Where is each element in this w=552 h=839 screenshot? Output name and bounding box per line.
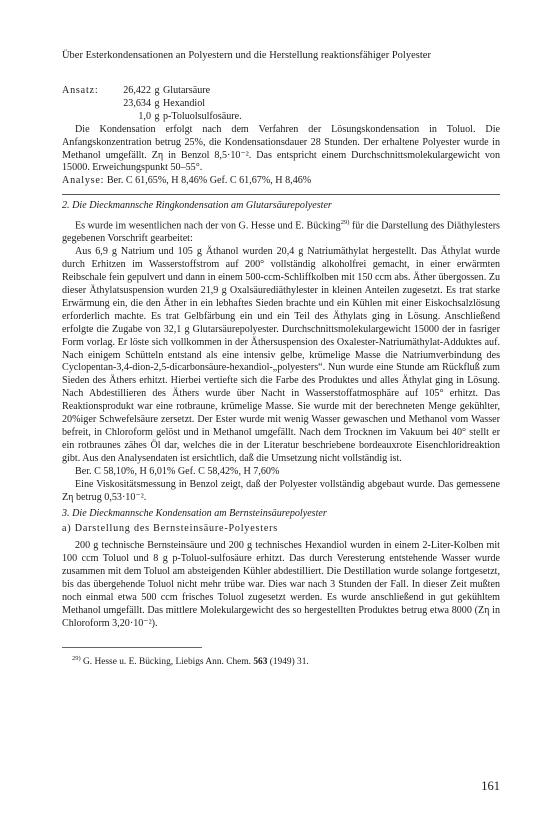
ansatz-substance: Hexandiol xyxy=(163,97,206,109)
ansatz-substance: Glutarsäure xyxy=(163,85,211,96)
analyse-line xyxy=(62,175,500,188)
paragraph-kondensation: Die Kondensation erfolgt nach dem Verfahren der Lösungskondensation in Toluol. Die Anfangskonzentration betrug 25%, die Kondensationsdauer 28 Stunden. Der erhaltene Polyester wurde in Methanol umgefällt. Zη in Benzol 8,5·10⁻². Das entspricht einem Durchschnittsmolekulargewicht von 15000. Erweichungspunkt 50–55°. xyxy=(62,123,500,174)
analyse-label: Analyse: xyxy=(62,175,105,187)
page-number: 161 xyxy=(481,779,500,793)
footnote-marker: 29) xyxy=(72,654,81,662)
ansatz-unit: g xyxy=(154,110,160,122)
footnote-reference: 29) xyxy=(340,219,350,227)
paragraph-text: für die Darstellung des Diäthylesters gegebenen Vorschrift gearbeitet: xyxy=(62,220,500,245)
ansatz-label: Ansatz: xyxy=(62,85,99,96)
section-heading-3: 3. Die Dieckmannsche Kondensation am Bernsteinsäurepolyester xyxy=(62,508,327,520)
analyse-line-2: Ber. C 58,10%, H 6,01% Gef. C 58,42%, H 7,60% xyxy=(75,465,280,477)
analyse-values: Ber. C 61,65%, H 8,46% Gef. C 61,67%, H 8,46% xyxy=(106,175,312,187)
footnote-volume: 563 xyxy=(253,656,268,667)
body-text xyxy=(62,85,500,668)
ansatz-unit: g xyxy=(154,97,160,109)
paragraph-hesse-buecking xyxy=(62,217,500,246)
paragraph-bernstein: 200 g technische Bernsteinsäure und 200 g technisches Hexandiol wurden in einem 2-Liter-Kolben mit 100 ccm Toluol und 8 g p-Toluol-sulfosäure erhitzt. Das durch Veresterung entstehende Wasser wurde zusammen mit dem Toluol am absteigenden Kühler abdestilliert. Die Destillation wurde solange fortgesetzt, bis das übergehende Toluol nicht mehr trübe war. Dies war nach 3 Stunden der Fall. In dieser Zeit mußten noch einmal etwa 500 ccm frisches Toluol zugesetzt werden. Es wurde anschließend in gut gekühltem Methanol umgefällt. Das mittlere Molekulargewicht des so hergestellten Produktes betrug etwa 8000 (Zη in Chloroform 3,20·10⁻²). xyxy=(62,540,500,629)
section-divider xyxy=(62,194,500,195)
ansatz-block xyxy=(62,85,500,124)
ansatz-amount: 1,0 xyxy=(138,110,151,122)
section-heading-2: 2. Die Dieckmannsche Ringkondensation am Glutarsäurepolyester xyxy=(62,200,332,212)
footnote xyxy=(62,653,500,668)
paragraph-text: Es wurde im wesentlichen nach der von G. Hesse und E. Bücking xyxy=(75,220,341,232)
page xyxy=(62,50,500,668)
footnote-text: G. Hesse u. E. Bücking, Liebigs Ann. Chem. xyxy=(80,656,254,667)
ansatz-row xyxy=(62,98,500,111)
paragraph-procedure: Aus 6,9 g Natrium und 105 g Äthanol wurden 20,4 g Natriumäthylat hergestellt. Das Äthylat wurde durch Erhitzen im Wasserstoffstrom auf 200° vollständig alkoholfrei gemacht, in einer erwärmten Reibschale fein gepulvert und dann in einem 500-ccm-Schliffkolben mit 150 ccm abs. Äther übergossen. Zu dieser Äthylatsuspension wurden 21,9 g Oxalsäurediäthylester in kleinen Anteilen zugesetzt. Es trat starke Erwärmung ein, die den Äther in ein lebhaftes Sieden brachte und ein Kühlen mit einer Eiskochsalzlösung erforderlich machte. Es trat Gelbfärbung ein und ein Teil des Äthylats ging in Lösung. Anschließend erfolgte die Zugabe von 32,1 g Glutarsäurepolyester. Durchschnittsmolekulargewicht 15000 der in fasriger Form vorlag. Er löste sich vollkommen in der Äthersuspension des Oxalester-Natriumäthylat-Adduktes auf. Nach einigem Schütteln entstand als eine intensiv gelbe, krümelige Masse die Natriumverbindung des Cyclopentan-3,4-dion-2,5-dicarbonsäure-hexandiol-„polyesters“. Nun wurde eine Stunde am Rückfluß zum Sieden des Äthers erhitzt. Hierbei vertiefte sich die Farbe des Produktes und alles Äthylat ging in Lösung. Nach Abdestillieren des Äthers wurde über Nacht in Wasserstoffatmosphäre auf 105° erhitzt. Das Reaktionsprodukt war eine rotbraune, krümelige Masse. Sie wurde mit der berechneten Menge gekühlter, 20%iger Schwefelsäure zersetzt. Der Ester wurde mit wenig Wasser gewaschen und Methanol vom Wasser befreit, in Chloroform gelöst und in Methanol umgefällt. Nach dem Trocknen im Vakuum bei 40° stellt er ein rotbraunes zähes Öl dar, welches die in der Literatur beschriebene bordeauxrote Eisenchloridreaktion gibt. Aus den Analysendaten ist ersichtlich, daß die Umsetzung nicht vollständig ist. xyxy=(62,246,500,464)
ansatz-row xyxy=(62,111,500,124)
running-head: Über Esterkondensationen an Polyestern und die Herstellung reaktionsfähiger Polyester xyxy=(62,50,431,61)
ansatz-row xyxy=(62,85,500,98)
paragraph-viscosity: Eine Viskositätsmessung in Benzol zeigt, daß der Polyester vollständig abgebaut wurde. Das gemessene Zη betrug 0,53·10⁻². xyxy=(62,478,500,503)
ansatz-amount: 23,634 xyxy=(123,97,151,109)
footnote-rest: (1949) 31. xyxy=(267,656,309,667)
ansatz-substance: p-Toluolsulfosäure. xyxy=(163,110,242,122)
ansatz-unit: g xyxy=(154,85,160,96)
subsection-heading-a: a) Darstellung des Bernsteinsäure-Polyesters xyxy=(62,523,278,535)
ansatz-amount: 26,422 xyxy=(123,85,151,96)
footnote-divider xyxy=(62,647,202,648)
